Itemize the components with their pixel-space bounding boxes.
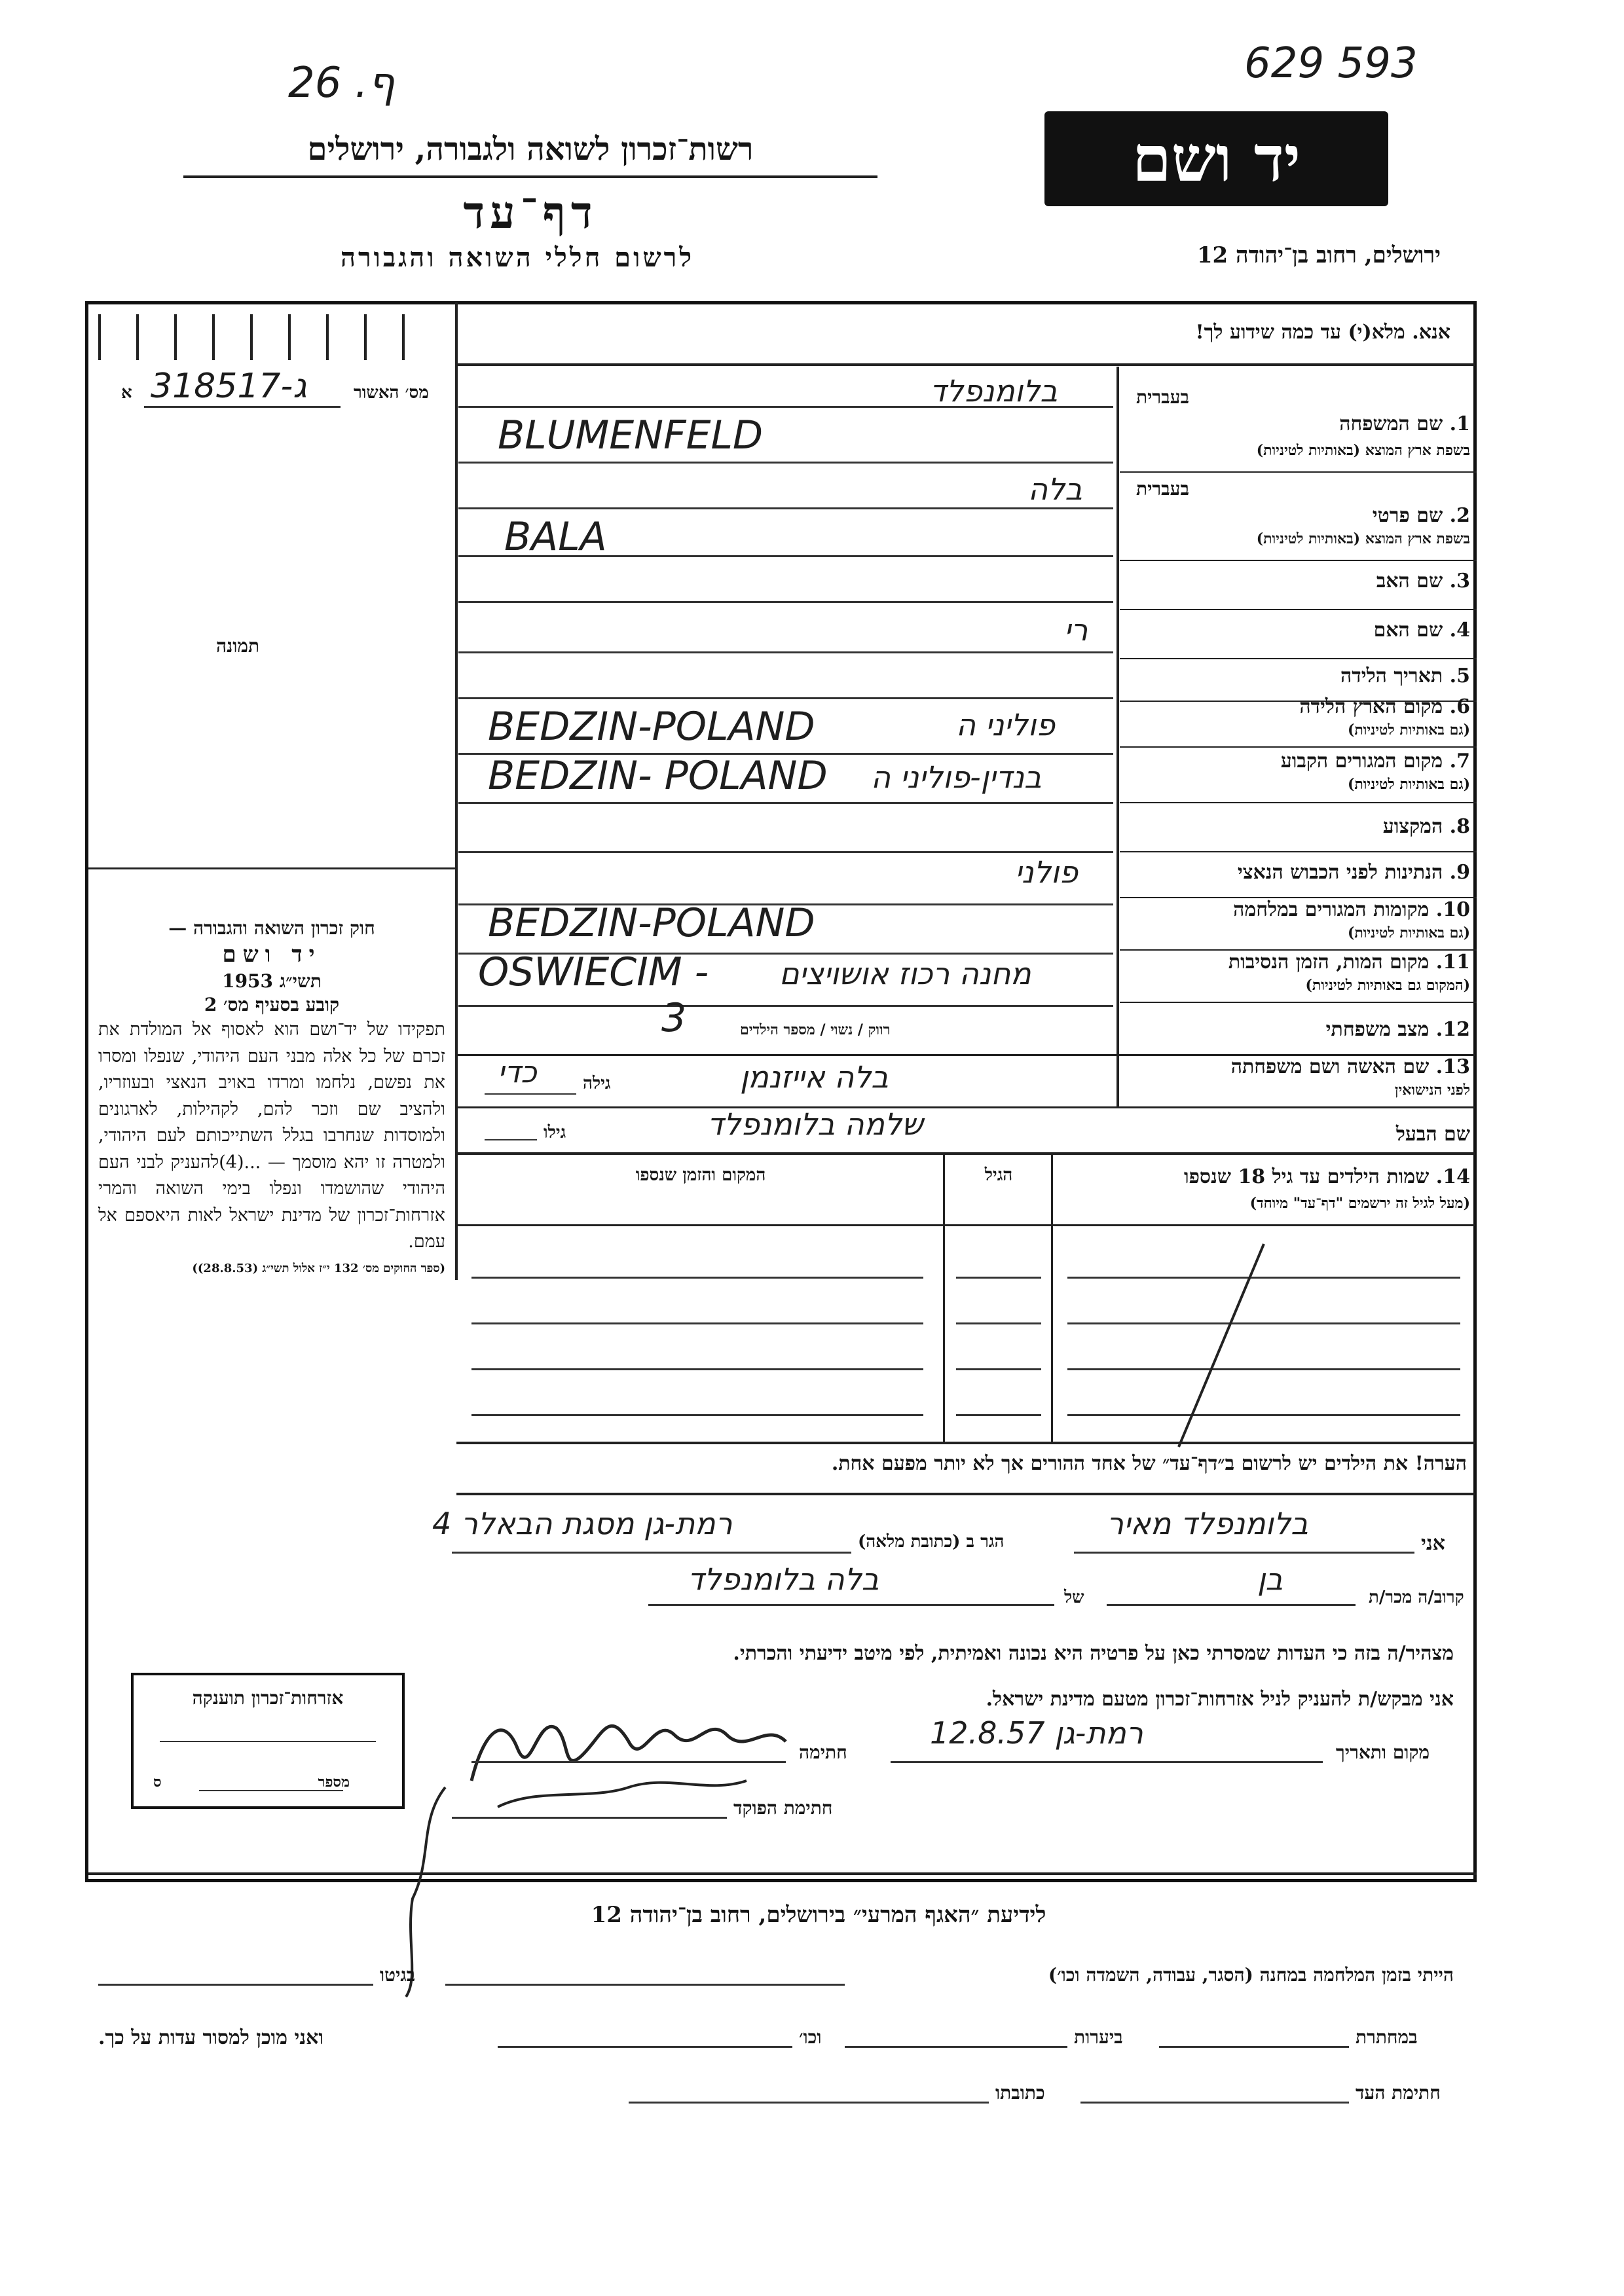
children-row-line [471, 1277, 923, 1279]
officer-signature-label: חתימת הפוקד [733, 1797, 833, 1819]
declarant-name-line [1074, 1552, 1414, 1554]
of-label: של [1064, 1588, 1084, 1607]
place-date-line [891, 1761, 1323, 1763]
label-divider [1120, 746, 1477, 748]
row-divider-13 [456, 1106, 1475, 1108]
note-bottom-rule [456, 1493, 1475, 1495]
approval-prefix: א [121, 383, 132, 403]
husband-age-line [485, 1139, 537, 1140]
wife-age-line [485, 1093, 576, 1095]
children-row-line [471, 1368, 923, 1370]
label-divider [1120, 802, 1477, 803]
relation-line [1107, 1604, 1356, 1606]
children-cross-out [1166, 1237, 1270, 1453]
footer-etc: וכו׳ [799, 2026, 822, 2048]
citizenship-granted-box: אזרחות־זכרון תוענקה מספר ס [131, 1673, 405, 1809]
form-subtitle: לרשום חללי השואה והגבורה [340, 242, 695, 273]
request-rule [456, 363, 1475, 366]
children-row-line [471, 1322, 923, 1324]
photo-area-bottom [88, 867, 455, 869]
institution-title: רשות־זכרון לשואה ולגבורה, ירושלים [307, 131, 754, 168]
label-divider [1120, 560, 1477, 561]
marital-options: רווק / נשוי / מספר הילדים [740, 1021, 891, 1038]
children-row-line [956, 1368, 1041, 1370]
place-date-value: רמת-גן 12.8.57 [930, 1715, 1143, 1751]
children-row-line [471, 1414, 923, 1416]
declaration-statement: מצהיר/ה בזה כי העדות שמסרתי כאן על פרטיה היא נכונה ואמיתית, לפי מיטב ידיעתי והכרתי. [733, 1642, 1454, 1665]
row-line [458, 651, 1113, 653]
nationality: פולני [1015, 854, 1079, 890]
row-line [458, 851, 1113, 853]
approval-label: מס׳ האשור [354, 383, 429, 403]
children-note: הערה! את הילדים יש לרשום ב״דף־עד״ של אחד ההורים אך לא יותר מפעם אחת. [831, 1452, 1467, 1475]
declaration-i-label: אני [1421, 1532, 1445, 1555]
birth-place-latin: BEDZIN-POLAND [488, 704, 815, 750]
relation-label: קרוב/ה מכר/ת [1369, 1588, 1464, 1607]
death-place-hebrew: מחנה רכוז אושויצים [779, 956, 1031, 991]
declarant-address-line [452, 1552, 851, 1554]
label-column-divider [1116, 367, 1119, 1106]
children-row-line [956, 1414, 1041, 1416]
page-note: ף. 26 [288, 59, 396, 107]
footer-line2-fill-b [845, 2046, 1067, 2048]
footer-line1-start: הייתי בזמן המלחמה במחנה (הסגר, עבודה, השמדה וכו׳) [1048, 1964, 1454, 1986]
row-line [458, 802, 1113, 804]
birth-place-hebrew: פוליני ה [956, 707, 1056, 742]
footer-underground: במחתרת [1356, 2026, 1418, 2048]
label-divider [1120, 609, 1477, 610]
mother-name: רי [1064, 612, 1088, 647]
footer-line2-fill-a [1159, 2046, 1349, 2048]
signature-line [471, 1761, 786, 1763]
footer-top-rule [88, 1872, 1477, 1875]
footer-ready: ואני מוכן למסור עדות על כך. [98, 2026, 324, 2049]
row-divider-husband [456, 1152, 1475, 1155]
row-line [458, 507, 1113, 509]
form-title: דף־עד [463, 187, 598, 239]
yad-vashem-logo: יד ושם [1044, 111, 1388, 206]
footer-line1-end: בגיטו [380, 1964, 416, 1986]
header-address: ירושלים, רחוב בן־יהודה 12 [1196, 242, 1441, 268]
footer-address: כתובתו [995, 2082, 1045, 2104]
declarant-address: רמת-גן מסגת הבאלר 4 [432, 1506, 733, 1541]
wartime-residence-latin: BEDZIN-POLAND [488, 900, 815, 946]
footer-witness-signature: חתימת העד [1356, 2082, 1441, 2104]
residence-hebrew: בנדין-פוליני ה [871, 759, 1042, 795]
signature-label: חתימה [799, 1741, 847, 1763]
field-2-labels: 2. שם פרטי בשפת ארץ המוצא (באותיות לטיניות) בעברית [1136, 478, 1470, 547]
row-line [458, 1005, 1113, 1007]
footer-line2-fill-c [498, 2046, 792, 2048]
note-top-rule [456, 1442, 1475, 1444]
residence-latin: BEDZIN- POLAND [488, 753, 828, 799]
label-divider [1120, 658, 1477, 659]
photo-label: תמונה [216, 635, 260, 657]
children-col-place: המקום והזמן שנספו [635, 1165, 766, 1185]
children-col-divider-1 [943, 1154, 945, 1442]
place-date-label: מקום ותאריך [1336, 1741, 1430, 1763]
children-header-rule [456, 1224, 1475, 1226]
children-subtitle: (מעל לגיל זה ירשמים "דף־עד" מיוחד) [1249, 1195, 1470, 1212]
footer-line1-tail [98, 1984, 373, 1986]
wife-age: כדי [498, 1054, 537, 1089]
law-excerpt: חוק זכרון השואה והגבורה — יד ושם תשי״ג 1953 קובע בסעיף מס׳ 2 תפקידו של יד־ושם הוא לאסוף אל המולדת את זכרם של כל אלה מבני העם היהודי, שנפלו ומסרו את נפשם, נלחמו ומרדו באויב הנאצי ובעוזריו, ולהציב שם וזכר להם, לקהילות, לארגונים ולמוסדות שנחרבו בגלל השתייכותם לעם היהודי, ולמטרה זו יהא מוסמך — ...(4)להעניק לבני העם היהודי שהושמדו ונפלו בימי השואה והמרי אזרחות־זכרון של מדינת ישראל לאות היאספם אל עמם. (ספר החוקים מס׳ 132 י״ז אלול תשי״ג (28.8.53)) [98, 917, 445, 1275]
row-line [458, 462, 1113, 464]
tick-boxes [98, 314, 439, 360]
first-name-latin: BALA [504, 514, 607, 560]
footer-forests: ביערות [1074, 2026, 1123, 2048]
children-row-line [956, 1277, 1041, 1279]
file-number: 629 593 [1244, 39, 1418, 88]
children-col-divider-2 [1051, 1154, 1053, 1442]
footer-line1-fill [445, 1984, 845, 1986]
first-name-hebrew: בלה [1028, 471, 1082, 507]
children-count: 3 [661, 995, 687, 1041]
law-box-divider [455, 867, 458, 1280]
children-col-age: הגיל [984, 1165, 1013, 1185]
field-1-labels: 1. שם המשפחה בשפת ארץ המוצא (באותיות לטיניות) בעברית [1136, 386, 1470, 459]
footer-line3-fill-a [1080, 2102, 1349, 2104]
of-line [648, 1604, 1054, 1606]
footer-line3-fill-b [629, 2102, 989, 2104]
row-line [458, 697, 1113, 699]
row-line [458, 601, 1113, 603]
declarant-name: בלומנפלד מאיר [1107, 1506, 1308, 1541]
family-name-hebrew: בלומנפלד [930, 373, 1058, 409]
relation-value: בן [1257, 1561, 1283, 1597]
declaration-lives-label: הגר ב (כתובת מלאה) [858, 1532, 1005, 1552]
label-divider [1120, 471, 1477, 473]
children-row-line [956, 1322, 1041, 1324]
footer-title: לידיעת ״האגף המרעי״ בירושלים, רחוב בן־יהודה 12 [591, 1902, 1046, 1928]
children-title: 14. שמות הילדים עד גיל 18 שנספו [1183, 1165, 1470, 1188]
request-line: אנא. מלא(י) עד כמה שידוע לך! [1195, 321, 1450, 344]
officer-signature-line [452, 1817, 727, 1819]
header-rule [183, 175, 877, 178]
death-place-latin: OSWIECIM - [478, 949, 709, 995]
label-divider [1120, 851, 1477, 852]
family-name-latin: BLUMENFELD [498, 412, 764, 458]
approval-line [144, 406, 341, 408]
husband-name: שלמה בלומנפלד [707, 1106, 923, 1142]
approval-number: 318517-ג [151, 367, 307, 406]
wife-age-label: גילה [583, 1074, 611, 1093]
of-value: בלה בלומנפלד [688, 1561, 879, 1597]
wife-name: בלה אייזנמן [740, 1059, 889, 1095]
label-divider [1120, 1002, 1477, 1003]
declaration-request: אני מבקש/ת להעניק לניל אזרחות־זכרון מטעם מדינת ישראל. [986, 1688, 1454, 1711]
husband-age-label: גילו [544, 1123, 566, 1142]
